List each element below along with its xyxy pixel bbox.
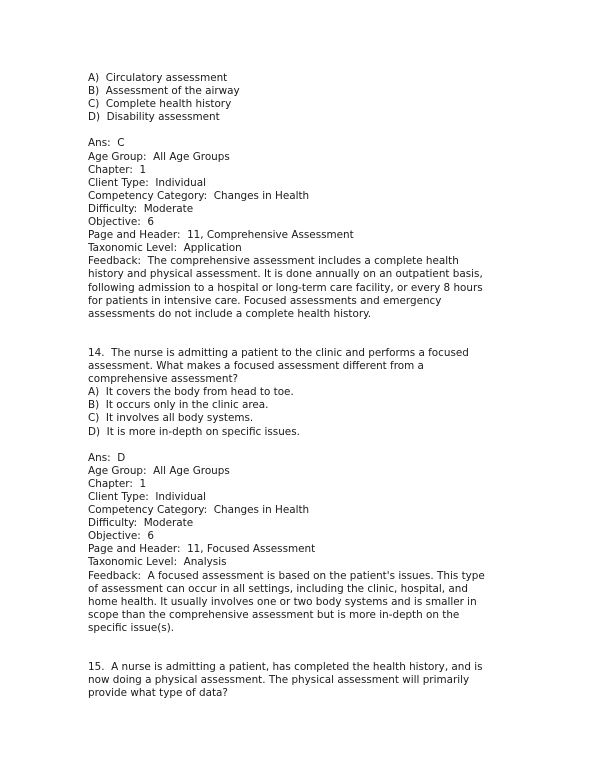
- question-15: [88, 661, 558, 700]
- text-line: C) It involves all body systems.: [88, 412, 254, 425]
- text-line: D) Disability assessment: [88, 111, 220, 124]
- question-13-answer-meta: [88, 137, 558, 320]
- text-line: Feedback: The comprehensive assessment includes a complete health: [88, 255, 459, 268]
- text-line: Difficulty: Moderate: [88, 202, 194, 215]
- text-line: Client Type: Individual: [88, 176, 206, 189]
- text-line: Page and Header: 11, Focused Assessment: [88, 543, 316, 556]
- question-14-answer-meta: [88, 452, 558, 635]
- text-line: Client Type: Individual: [88, 491, 206, 503]
- text-line: B) Assessment of the airway: [88, 85, 240, 98]
- text-line: Taxonomic Level: Analysis: [88, 556, 227, 569]
- text-line: Ans: D: [88, 451, 126, 464]
- text-line: 15. A nurse is admitting a patient, has completed the health history, and is: [88, 661, 483, 674]
- text-line: comprehensive assessment?: [88, 373, 239, 386]
- text-line: Difficulty: Moderate: [88, 517, 194, 530]
- text-line: Competency Category: Changes in Health: [88, 504, 310, 517]
- text-line: home health. It usually involves one or two body systems and is smaller in: [88, 595, 477, 608]
- text-line: Objective: 6: [88, 216, 154, 229]
- text-line: Chapter: 1: [88, 477, 147, 490]
- text-line: 14. The nurse is admitting a patient to the clinic and performs a focused: [88, 346, 469, 359]
- text-line: Age Group: All Age Groups: [88, 150, 230, 163]
- text-line: A) Circulatory assessment: [88, 72, 228, 84]
- text-line: Age Group: All Age Groups: [88, 464, 230, 477]
- text-line: Feedback: A focused assessment is based on the patient's issues. This type: [88, 569, 485, 582]
- text-line: provide what type of data?: [88, 687, 228, 700]
- text-line: Chapter: 1: [88, 163, 147, 176]
- text-line: Ans: C: [88, 137, 125, 150]
- text-line: now doing a physical assessment. The physical assessment will primarily: [88, 674, 470, 687]
- text-line: specific issue(s).: [88, 621, 175, 634]
- text-line: Objective: 6: [88, 530, 154, 543]
- text-line: assessment. What makes a focused assessment different from a: [88, 360, 424, 373]
- text-line: D) It is more in-depth on specific issues.: [88, 425, 300, 438]
- text-line: Competency Category: Changes in Health: [88, 189, 310, 202]
- text-line: of assessment can occur in all settings, including the clinic, hospital, and: [88, 582, 468, 595]
- question-13-options: [88, 72, 558, 124]
- text-line: assessments do not include a complete health history.: [88, 307, 372, 320]
- text-line: C) Complete health history: [88, 98, 232, 111]
- text-line: following admission to a hospital or long-term care facility, or every 8 hours: [88, 281, 483, 294]
- text-line: scope than the comprehensive assessment but is more in-depth on the: [88, 608, 460, 621]
- text-line: history and physical assessment. It is done annually on an outpatient basis,: [88, 268, 483, 281]
- text-line: A) It covers the body from head to toe.: [88, 386, 294, 399]
- text-line: for patients in intensive care. Focused assessments and emergency: [88, 294, 442, 307]
- text-line: Page and Header: 11, Comprehensive Assessment: [88, 229, 354, 242]
- document-content: [88, 72, 558, 701]
- text-line: Taxonomic Level: Application: [88, 242, 242, 255]
- question-14: [88, 347, 558, 439]
- text-line: B) It occurs only in the clinic area.: [88, 399, 269, 412]
